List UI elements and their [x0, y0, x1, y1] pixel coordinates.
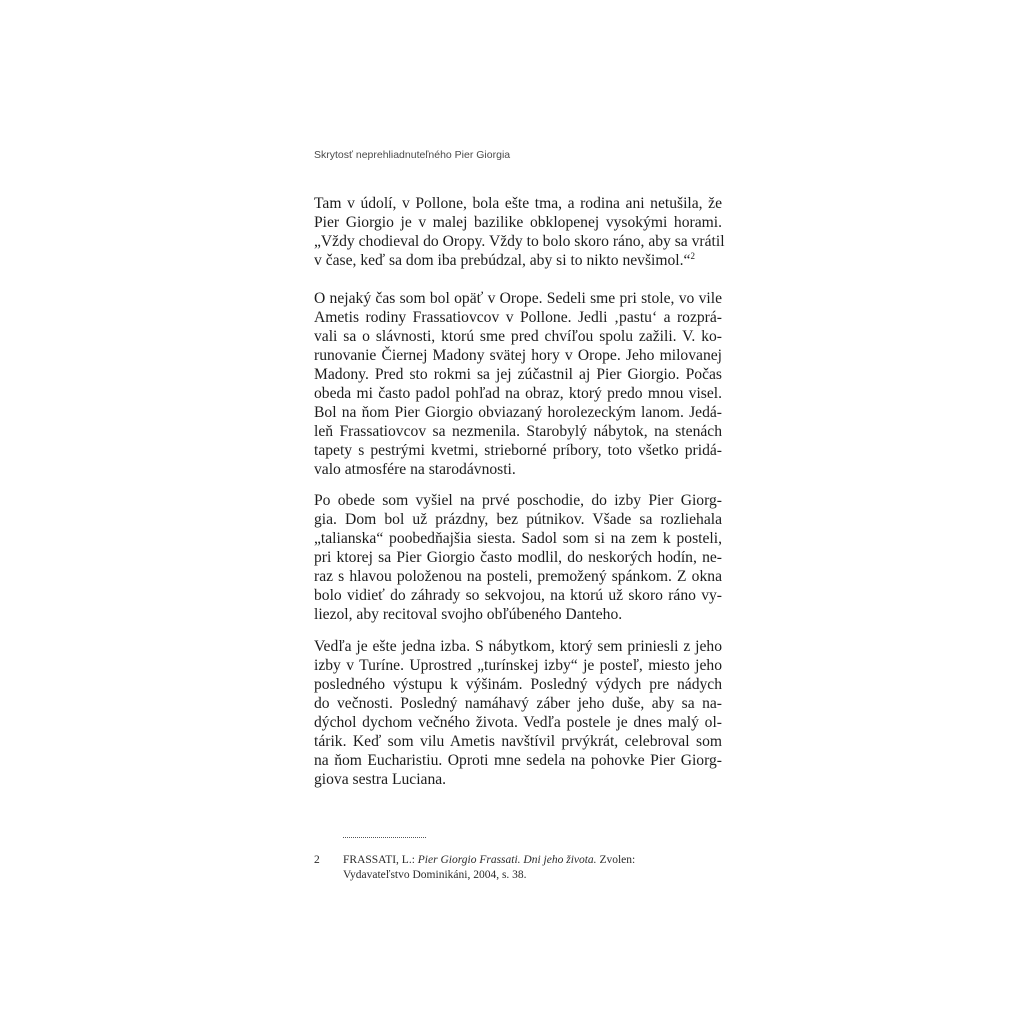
footnote-number: 2 [314, 854, 320, 866]
text-line: „Vždy chodieval do Oropy. Vždy to bolo skoro ráno, aby sa vrátil [314, 233, 725, 250]
text-line: izby v Turíne. Uprostred „turínskej izby“ je posteľ, miesto jeho [314, 657, 722, 674]
text-line: tárik. Keď som vilu Ametis navštívil prvýkrát, celebroval som [314, 733, 722, 750]
text-line: posledného výstupu k výšinám. Posledný výdych pre nádych [314, 676, 722, 693]
text-line: Tam v údolí, v Pollone, bola ešte tma, a rodina ani netušila, že [314, 195, 722, 212]
text-line: v čase, keď sa dom iba prebúdzal, aby si to nikto nevšimol.“ [314, 252, 691, 269]
footnote [343, 853, 643, 883]
text-line: Ametis rodiny Frassatiovcov v Pollone. Jedli ‚pastu‘ a rozprá- [314, 309, 722, 326]
text-line: pri ktorej sa Pier Giorgio často modlil, do neskorých hodín, ne- [314, 549, 722, 566]
text-line: Madony. Pred sto rokmi sa jej zúčastnil aj Pier Giorgio. Počas [314, 366, 722, 383]
text-line: leň Frassatiovcov sa nezmenila. Starobylý nábytok, na stenách [314, 423, 722, 440]
text-line-with-note [314, 251, 722, 270]
text-line: Pier Giorgio je v malej bazilike obklopenej vysokými horami. [314, 214, 722, 231]
text-line: „talianska“ poobedňajšia siesta. Sadol som si na zem k posteli, [314, 530, 722, 547]
text-line: vali sa o slávnosti, ktorú sme pred chvíľou spolu zažili. V. ko- [314, 328, 722, 345]
footnote-publisher: Vydavateľstvo Dominikáni, 2004, s. 38. [343, 869, 527, 881]
text-line: giova sestra Luciana. [314, 771, 447, 788]
footnote-author: FRASSATI, L.: [343, 854, 415, 866]
text-line: O nejaký čas som bol opäť v Orope. Sedeli sme pri stole, vo vile [314, 290, 722, 307]
text-line: Po obede som vyšiel na prvé poschodie, do izby Pier Giorg- [314, 492, 722, 509]
footnote-reference[interactable]: 2 [690, 251, 695, 261]
paragraph-1 [314, 194, 725, 270]
footnote-line-1 [343, 853, 643, 868]
footnote-place: Zvolen: [599, 854, 636, 866]
text-line: liezol, aby recitoval svojho obľúbeného Danteho. [314, 606, 623, 623]
running-head: Skrytosť neprehliadnuteľného Pier Giorgia [314, 149, 511, 161]
text-line: Bol na ňom Pier Giorgio obviazaný horolezeckým lanom. Jedá- [314, 404, 722, 421]
paragraph-4 [314, 637, 722, 789]
text-line: raz s hlavou položenou na posteli, premožený spánkom. Z okna [314, 568, 722, 585]
text-line: do večnosti. Posledný namáhavý záber jeho duše, aby sa na- [314, 695, 722, 712]
footnote-separator [343, 837, 426, 838]
text-line: obeda mi často padol pohľad na obraz, ktorý predo mnou visel. [314, 385, 722, 402]
paragraph-3 [314, 491, 722, 624]
paragraph-2 [314, 289, 722, 479]
footnote-title: Pier Giorgio Frassati. Dni jeho života. [417, 854, 597, 866]
text-line: dýchol dychom večného života. Vedľa postele je dnes malý ol- [314, 714, 722, 731]
text-line: gia. Dom bol už prázdny, bez pútnikov. Všade sa rozliehala [314, 511, 722, 528]
text-line: Vedľa je ešte jedna izba. S nábytkom, ktorý sem priniesli z jeho [314, 638, 722, 655]
text-line: runovanie Čiernej Madony svätej hory v Orope. Jeho milovanej [314, 347, 722, 364]
text-line: na ňom Eucharistiu. Oproti mne sedela na pohovke Pier Giorg- [314, 752, 722, 769]
text-line: tapety s pestrými kvetmi, strieborné príbory, toto všetko pridá- [314, 442, 722, 459]
text-line: valo atmosfére na starodávnosti. [314, 461, 516, 478]
text-line: bolo vidieť do záhrady so sekvojou, na ktorú už skoro ráno vy- [314, 587, 722, 604]
